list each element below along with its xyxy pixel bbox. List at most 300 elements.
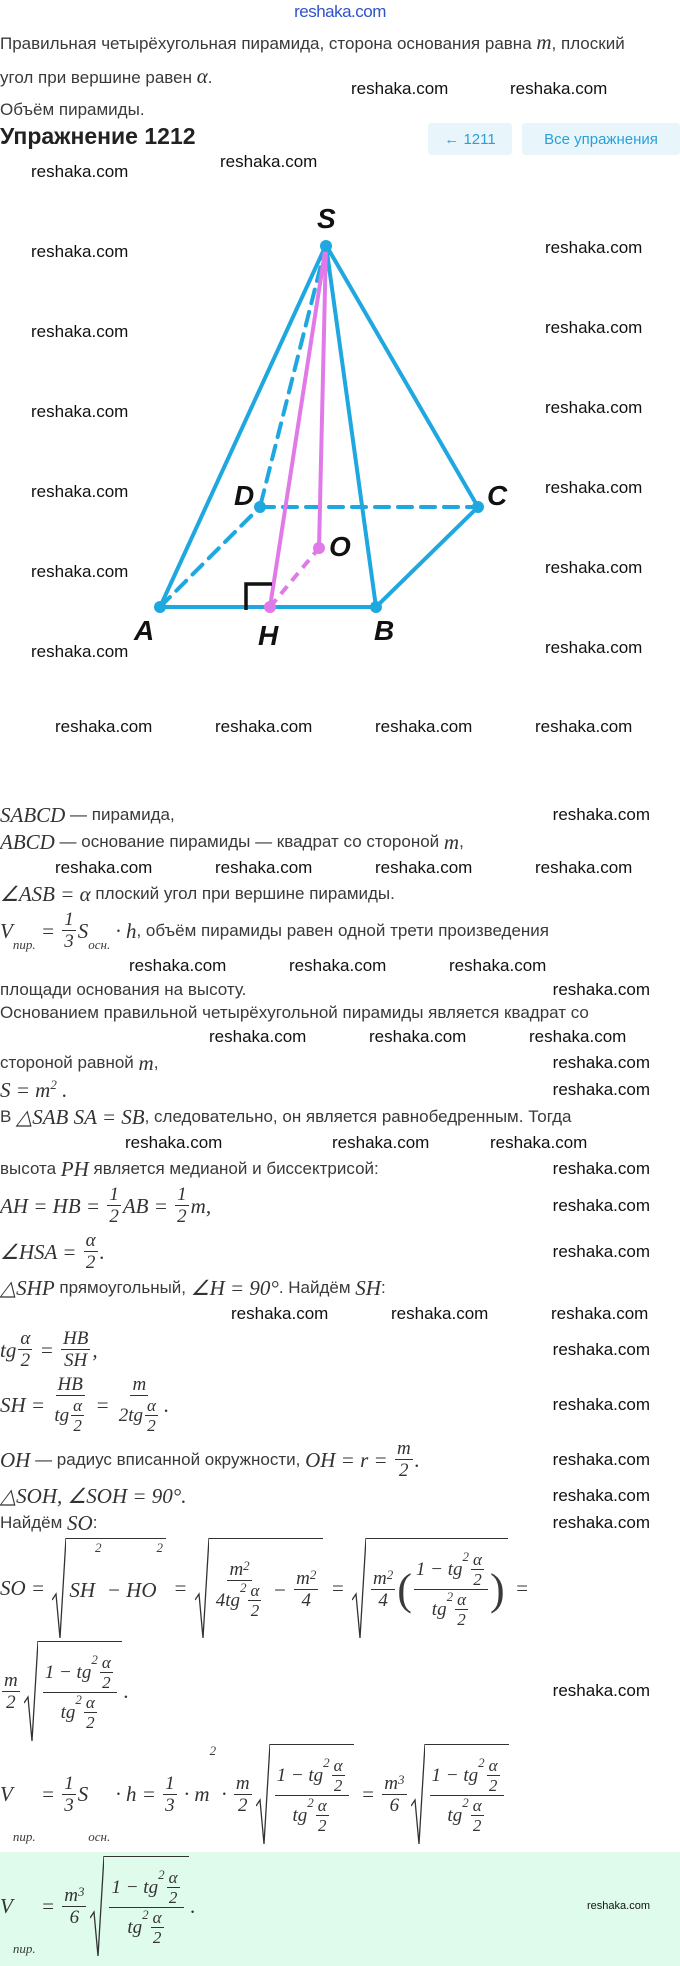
math-run: ∠HSA = <box>0 1239 82 1264</box>
edge-SC <box>326 245 478 507</box>
problem-text: Правильная четырёхугольная пирамида, сторона основания равна <box>0 34 537 53</box>
superscript: 2 <box>386 1567 394 1582</box>
math-run: tg <box>292 1805 308 1826</box>
math-run: m <box>396 1438 411 1459</box>
text-run: — пирамида, <box>65 805 175 824</box>
math-run: m <box>132 1374 147 1395</box>
watermark-row <box>0 857 680 879</box>
math-run: α <box>472 1796 482 1815</box>
watermark: reshaka.com <box>31 482 129 501</box>
text-run: — основание пирамиды — квадрат со стороной <box>54 832 444 851</box>
math-run: ∠H = 90° <box>190 1276 279 1300</box>
math-run: 3 <box>64 931 74 952</box>
math-run: tg <box>54 1405 70 1426</box>
math-run: α <box>85 1230 96 1251</box>
fraction <box>107 1184 121 1227</box>
watermark: reshaka.com <box>529 1027 627 1046</box>
math-run: · h = <box>110 1782 162 1806</box>
numerator <box>151 1908 164 1928</box>
denominator <box>332 1776 345 1795</box>
superscript: 2 <box>209 1743 217 1758</box>
math-run: SH <box>64 1350 88 1371</box>
prev-exercise-button[interactable]: ← 1211 <box>428 123 512 155</box>
fraction <box>414 1550 488 1629</box>
watermark: reshaka.com <box>31 162 129 181</box>
math-run: 1 − tg <box>111 1877 159 1898</box>
superscript: 2 <box>239 1580 247 1595</box>
denominator <box>4 1692 18 1713</box>
denominator <box>163 1795 177 1816</box>
watermark: reshaka.com <box>535 717 633 736</box>
radical-sign <box>352 1538 366 1638</box>
watermark: reshaka.com <box>215 717 313 736</box>
math-run: 1 <box>177 1184 187 1205</box>
radicand <box>209 1538 324 1638</box>
fraction <box>316 1796 329 1835</box>
math-run: . <box>190 1894 196 1918</box>
watermark: reshaka.com <box>552 1486 650 1505</box>
denominator <box>62 931 76 952</box>
denominator <box>107 1206 121 1227</box>
math-run: 2 <box>250 1601 260 1620</box>
watermark: reshaka.com <box>535 858 633 877</box>
numerator <box>275 1756 349 1796</box>
denominator <box>62 1795 76 1816</box>
radical-sign <box>52 1538 66 1638</box>
square-root <box>256 1744 354 1844</box>
solution-line <box>0 980 680 1000</box>
math-run: 4 <box>378 1590 388 1611</box>
fraction <box>61 1328 90 1371</box>
watermark-row <box>0 1026 680 1048</box>
solution-line <box>0 830 680 854</box>
edge-BC <box>376 507 478 607</box>
superscript: 2 <box>323 1755 330 1770</box>
superscript: 2 <box>158 1867 165 1882</box>
watermark: reshaka.com <box>31 562 129 581</box>
fraction <box>275 1756 349 1835</box>
text-run: , <box>459 832 464 851</box>
text-run: , <box>153 1053 159 1072</box>
watermark: reshaka.com <box>220 152 318 171</box>
solution-line <box>0 1438 680 1481</box>
watermark: reshaka.com <box>545 398 643 417</box>
fraction <box>371 1568 395 1611</box>
answer-formula <box>0 1856 680 1956</box>
point-H <box>264 601 276 613</box>
math-run: 4 <box>301 1590 311 1611</box>
edge-SA <box>160 245 326 607</box>
fraction <box>487 1756 500 1795</box>
denominator <box>59 1693 101 1732</box>
solution-line <box>0 1511 680 1535</box>
denominator <box>249 1601 262 1620</box>
math-run: SO = <box>0 1576 51 1600</box>
math-run: 1 <box>165 1772 175 1794</box>
denominator <box>151 1928 164 1947</box>
watermark: reshaka.com <box>552 1080 650 1099</box>
vertex-S <box>320 240 332 252</box>
denominator <box>471 1570 484 1589</box>
fraction <box>52 1374 88 1435</box>
math-run: 2 <box>317 1816 327 1835</box>
denominator <box>445 1796 487 1835</box>
watermark: reshaka.com <box>552 980 650 999</box>
point-O <box>313 542 325 554</box>
label-D: D <box>234 480 255 511</box>
math-run: 2 <box>20 1350 31 1371</box>
solution-line <box>0 1744 680 1844</box>
numerator <box>84 1693 97 1713</box>
math-run: 6 <box>69 1906 80 1928</box>
math-run: = <box>35 918 61 943</box>
math-run: · h <box>110 918 137 943</box>
superscript: 2 <box>95 1540 102 1555</box>
denominator <box>100 1673 113 1692</box>
text-run: стороной равной <box>0 1053 139 1072</box>
parentheses <box>397 1550 504 1629</box>
solution-line <box>0 1078 680 1102</box>
pyramid-diagram <box>0 0 680 680</box>
math-run: m <box>384 1772 399 1794</box>
math-run: △SHP <box>0 1276 55 1300</box>
watermark: reshaka.com <box>375 858 473 877</box>
denominator <box>117 1396 162 1435</box>
numerator <box>18 1328 32 1350</box>
math-run: m <box>443 830 460 854</box>
numerator <box>100 1653 113 1673</box>
math-run: = <box>34 1337 59 1362</box>
math-run: 2 <box>177 1206 187 1227</box>
numerator <box>61 1328 90 1350</box>
watermark: reshaka.com <box>490 1133 588 1152</box>
fraction <box>395 1438 413 1481</box>
math-run: α <box>317 1796 327 1815</box>
math-run: · <box>216 1782 232 1806</box>
watermark: reshaka.com <box>552 805 650 824</box>
math-run: 2 <box>147 1416 156 1435</box>
watermark: reshaka.com <box>125 1133 223 1152</box>
math-run: 1 − tg <box>276 1765 324 1786</box>
math-run: AB = <box>122 1193 174 1218</box>
math-run: tg <box>431 1599 447 1620</box>
denominator <box>487 1776 500 1795</box>
math-run: , <box>92 1337 98 1362</box>
fraction <box>332 1756 345 1795</box>
math-run: SH <box>355 1276 381 1300</box>
watermark-row <box>0 1132 680 1154</box>
denominator <box>316 1816 329 1835</box>
vertex-B <box>370 601 382 613</box>
math-run: tg <box>60 1702 76 1723</box>
math-run: = <box>90 1392 115 1417</box>
numerator <box>62 1773 76 1795</box>
math-run: ∠ASB = α <box>0 882 91 906</box>
text-run: Основанием правильной четырёхугольной пирамиды является квадрат со <box>0 1003 589 1022</box>
superscript: 2 <box>142 1907 149 1922</box>
subscript: осн. <box>88 1829 111 1844</box>
watermark: reshaka.com <box>587 1900 650 1912</box>
math-run: 2 <box>488 1776 498 1795</box>
radicand <box>38 1641 122 1741</box>
denominator <box>84 1252 98 1273</box>
math-run: SABCD <box>0 803 66 827</box>
math-run: V <box>0 918 13 943</box>
fraction <box>167 1868 180 1907</box>
numerator <box>382 1773 406 1795</box>
numerator <box>455 1590 468 1610</box>
math-run: . <box>99 1239 105 1264</box>
math-run: AH = HB = <box>0 1193 106 1218</box>
fraction <box>18 1328 32 1371</box>
watermark: reshaka.com <box>545 238 643 257</box>
math-run: S <box>77 1782 89 1806</box>
radical-sign <box>411 1744 425 1844</box>
fraction <box>455 1590 468 1629</box>
numerator <box>130 1374 148 1396</box>
fraction <box>145 1396 158 1435</box>
paren-close: ) <box>489 1564 505 1614</box>
fraction <box>151 1908 164 1947</box>
math-run: m <box>229 1559 244 1580</box>
numerator <box>175 1184 189 1206</box>
denominator <box>62 1350 89 1371</box>
problem-text: . <box>207 68 213 87</box>
watermark: reshaka.com <box>545 638 643 657</box>
text-run: : <box>380 1278 386 1297</box>
numerator <box>294 1568 318 1590</box>
math-run: α <box>473 1550 482 1569</box>
math-run: − <box>267 1577 293 1602</box>
square-root <box>411 1744 509 1844</box>
fraction <box>214 1559 266 1620</box>
denominator <box>471 1816 484 1835</box>
superscript: 2 <box>91 1652 98 1667</box>
watermark: reshaka.com <box>552 1241 650 1261</box>
problem-var-alpha: α <box>196 64 208 88</box>
numerator <box>109 1868 183 1908</box>
solution-line <box>0 1276 680 1300</box>
solution-line <box>0 909 680 952</box>
text-run: плоский угол при вершине пирамиды. <box>90 884 395 903</box>
math-run: △SAB SA = SB <box>16 1105 145 1129</box>
fraction <box>109 1868 183 1947</box>
fraction <box>294 1568 318 1611</box>
math-run: m <box>296 1568 310 1589</box>
math-run: m <box>64 1884 78 1906</box>
watermark: reshaka.com <box>31 242 129 261</box>
denominator <box>376 1590 390 1611</box>
math-run: m <box>235 1772 250 1794</box>
math-run: V <box>0 1782 13 1806</box>
solution-line <box>0 1538 680 1638</box>
math-run: 2 <box>86 1713 95 1732</box>
watermark: reshaka.com <box>552 1053 650 1072</box>
numerator <box>487 1756 500 1776</box>
math-run: α <box>168 1868 178 1887</box>
text-run: , объём пирамиды равен одной трети произведения <box>136 920 550 940</box>
label-H: H <box>258 620 279 651</box>
numerator <box>167 1868 180 1888</box>
math-run: 2 <box>168 1888 178 1907</box>
fraction <box>234 1773 252 1816</box>
problem-var-m: m <box>536 30 552 54</box>
watermark: reshaka.com <box>552 1195 650 1215</box>
fraction <box>62 1773 76 1816</box>
watermark: reshaka.com <box>552 1339 650 1359</box>
superscript: 2 <box>307 1795 314 1810</box>
watermark: reshaka.com <box>231 1304 329 1323</box>
math-run: OH <box>0 1447 31 1472</box>
superscript: 2 <box>156 1540 164 1555</box>
math-run: − HO <box>101 1577 157 1602</box>
solution-lines <box>0 803 680 1844</box>
watermark: reshaka.com <box>55 858 153 877</box>
subscript: пир. <box>12 937 36 952</box>
math-run: · m <box>178 1782 210 1806</box>
math-run: 1 <box>109 1184 119 1205</box>
math-run: 2 <box>399 1460 409 1481</box>
math-run: 2 <box>102 1673 111 1692</box>
watermark: reshaka.com <box>545 558 643 577</box>
math-run: OH = r = <box>305 1447 393 1472</box>
solution-line <box>0 1484 680 1508</box>
all-exercises-button[interactable]: Все упражнения <box>522 123 680 155</box>
numerator <box>71 1396 84 1416</box>
denominator <box>145 1416 158 1435</box>
numerator <box>107 1184 121 1206</box>
fraction <box>2 1670 20 1713</box>
fraction <box>471 1796 484 1835</box>
watermark: reshaka.com <box>552 1449 650 1469</box>
watermark: reshaka.com <box>209 1027 307 1046</box>
text-run: площади основания на высоту. <box>0 980 247 999</box>
denominator <box>299 1590 313 1611</box>
vertex-D <box>254 501 266 513</box>
math-run: α <box>250 1581 260 1600</box>
vertex-A <box>154 601 166 613</box>
site-title[interactable]: reshaka.com <box>294 2 386 21</box>
math-run: 3 <box>64 1794 74 1816</box>
math-run: α <box>457 1590 467 1609</box>
solution-line <box>0 1374 680 1435</box>
math-run: PH <box>60 1157 89 1181</box>
numerator <box>56 1374 85 1396</box>
solution-line <box>0 1157 680 1181</box>
denominator <box>430 1590 472 1629</box>
superscript: 3 <box>77 1883 85 1899</box>
superscript: 2 <box>446 1589 454 1604</box>
math-run: S <box>77 918 89 943</box>
watermark: reshaka.com <box>55 717 153 736</box>
numerator <box>145 1396 158 1416</box>
math-run: = <box>325 1576 350 1600</box>
square-root <box>24 1641 122 1741</box>
math-run: S = m <box>0 1078 51 1102</box>
numerator <box>332 1756 345 1776</box>
math-run: 2 <box>6 1691 16 1713</box>
math-run: α <box>147 1396 156 1415</box>
math-run: α <box>101 1653 111 1672</box>
math-run: HB <box>63 1328 89 1349</box>
fraction <box>471 1550 484 1589</box>
watermark: reshaka.com <box>31 322 129 341</box>
watermark: reshaka.com <box>552 1513 650 1532</box>
denominator <box>71 1416 84 1435</box>
math-run: . <box>123 1679 130 1703</box>
numerator <box>414 1550 488 1590</box>
math-run: . <box>56 1078 68 1102</box>
numerator <box>227 1559 251 1581</box>
numerator <box>395 1438 413 1460</box>
watermark: reshaka.com <box>552 1159 650 1178</box>
numerator <box>84 1230 98 1252</box>
watermark: reshaka.com <box>545 478 643 497</box>
fraction <box>71 1396 84 1435</box>
page-title: Упражнение 1212 <box>0 123 196 149</box>
math-run: V <box>0 1894 13 1918</box>
solution-line <box>0 1184 680 1227</box>
solution-line <box>0 1003 680 1023</box>
math-run: 1 − tg <box>44 1662 92 1683</box>
math-run: 1 <box>64 1772 74 1794</box>
text-run: — радиус вписанной окружности, <box>30 1449 306 1469</box>
numerator <box>163 1773 177 1795</box>
math-run: m <box>4 1669 18 1691</box>
math-run: α <box>333 1756 343 1775</box>
problem-line-3: Объём пирамиды. <box>0 100 145 119</box>
text-run: высота <box>0 1159 61 1178</box>
radicand <box>66 1538 166 1638</box>
watermark: reshaka.com <box>545 318 643 337</box>
fraction <box>175 1184 189 1227</box>
radicand <box>425 1744 509 1844</box>
watermark: reshaka.com <box>332 1133 430 1152</box>
denominator <box>397 1460 411 1481</box>
watermark: reshaka.com <box>215 858 313 877</box>
fraction <box>430 1756 504 1835</box>
solution-line <box>0 1230 680 1273</box>
text-run: Найдём <box>0 1513 68 1532</box>
watermark: reshaka.com <box>375 717 473 736</box>
label-A: A <box>134 615 155 646</box>
fraction <box>117 1374 162 1435</box>
fraction <box>100 1653 113 1692</box>
fraction <box>62 1885 86 1928</box>
radicand <box>366 1538 508 1638</box>
fraction <box>43 1653 117 1732</box>
solution-line <box>0 1051 680 1075</box>
fraction <box>84 1693 97 1732</box>
fraction <box>84 1230 98 1273</box>
watermark: reshaka.com <box>552 1681 650 1700</box>
math-run: 2 <box>109 1206 119 1227</box>
label-S: S <box>317 203 336 234</box>
watermark: reshaka.com <box>369 1027 467 1046</box>
math-run: α <box>488 1756 498 1775</box>
problem-text: угол при вершине равен <box>0 68 197 87</box>
problem-text: , плоский <box>551 34 625 53</box>
fraction <box>382 1773 406 1816</box>
denominator <box>52 1396 88 1435</box>
radical-sign <box>195 1538 209 1638</box>
radical-sign <box>24 1641 38 1741</box>
math-run: m, <box>190 1193 212 1218</box>
solution-line <box>0 1105 680 1129</box>
math-run: tg <box>0 1337 17 1362</box>
label-O: O <box>329 531 351 562</box>
watermark: reshaka.com <box>289 956 387 975</box>
